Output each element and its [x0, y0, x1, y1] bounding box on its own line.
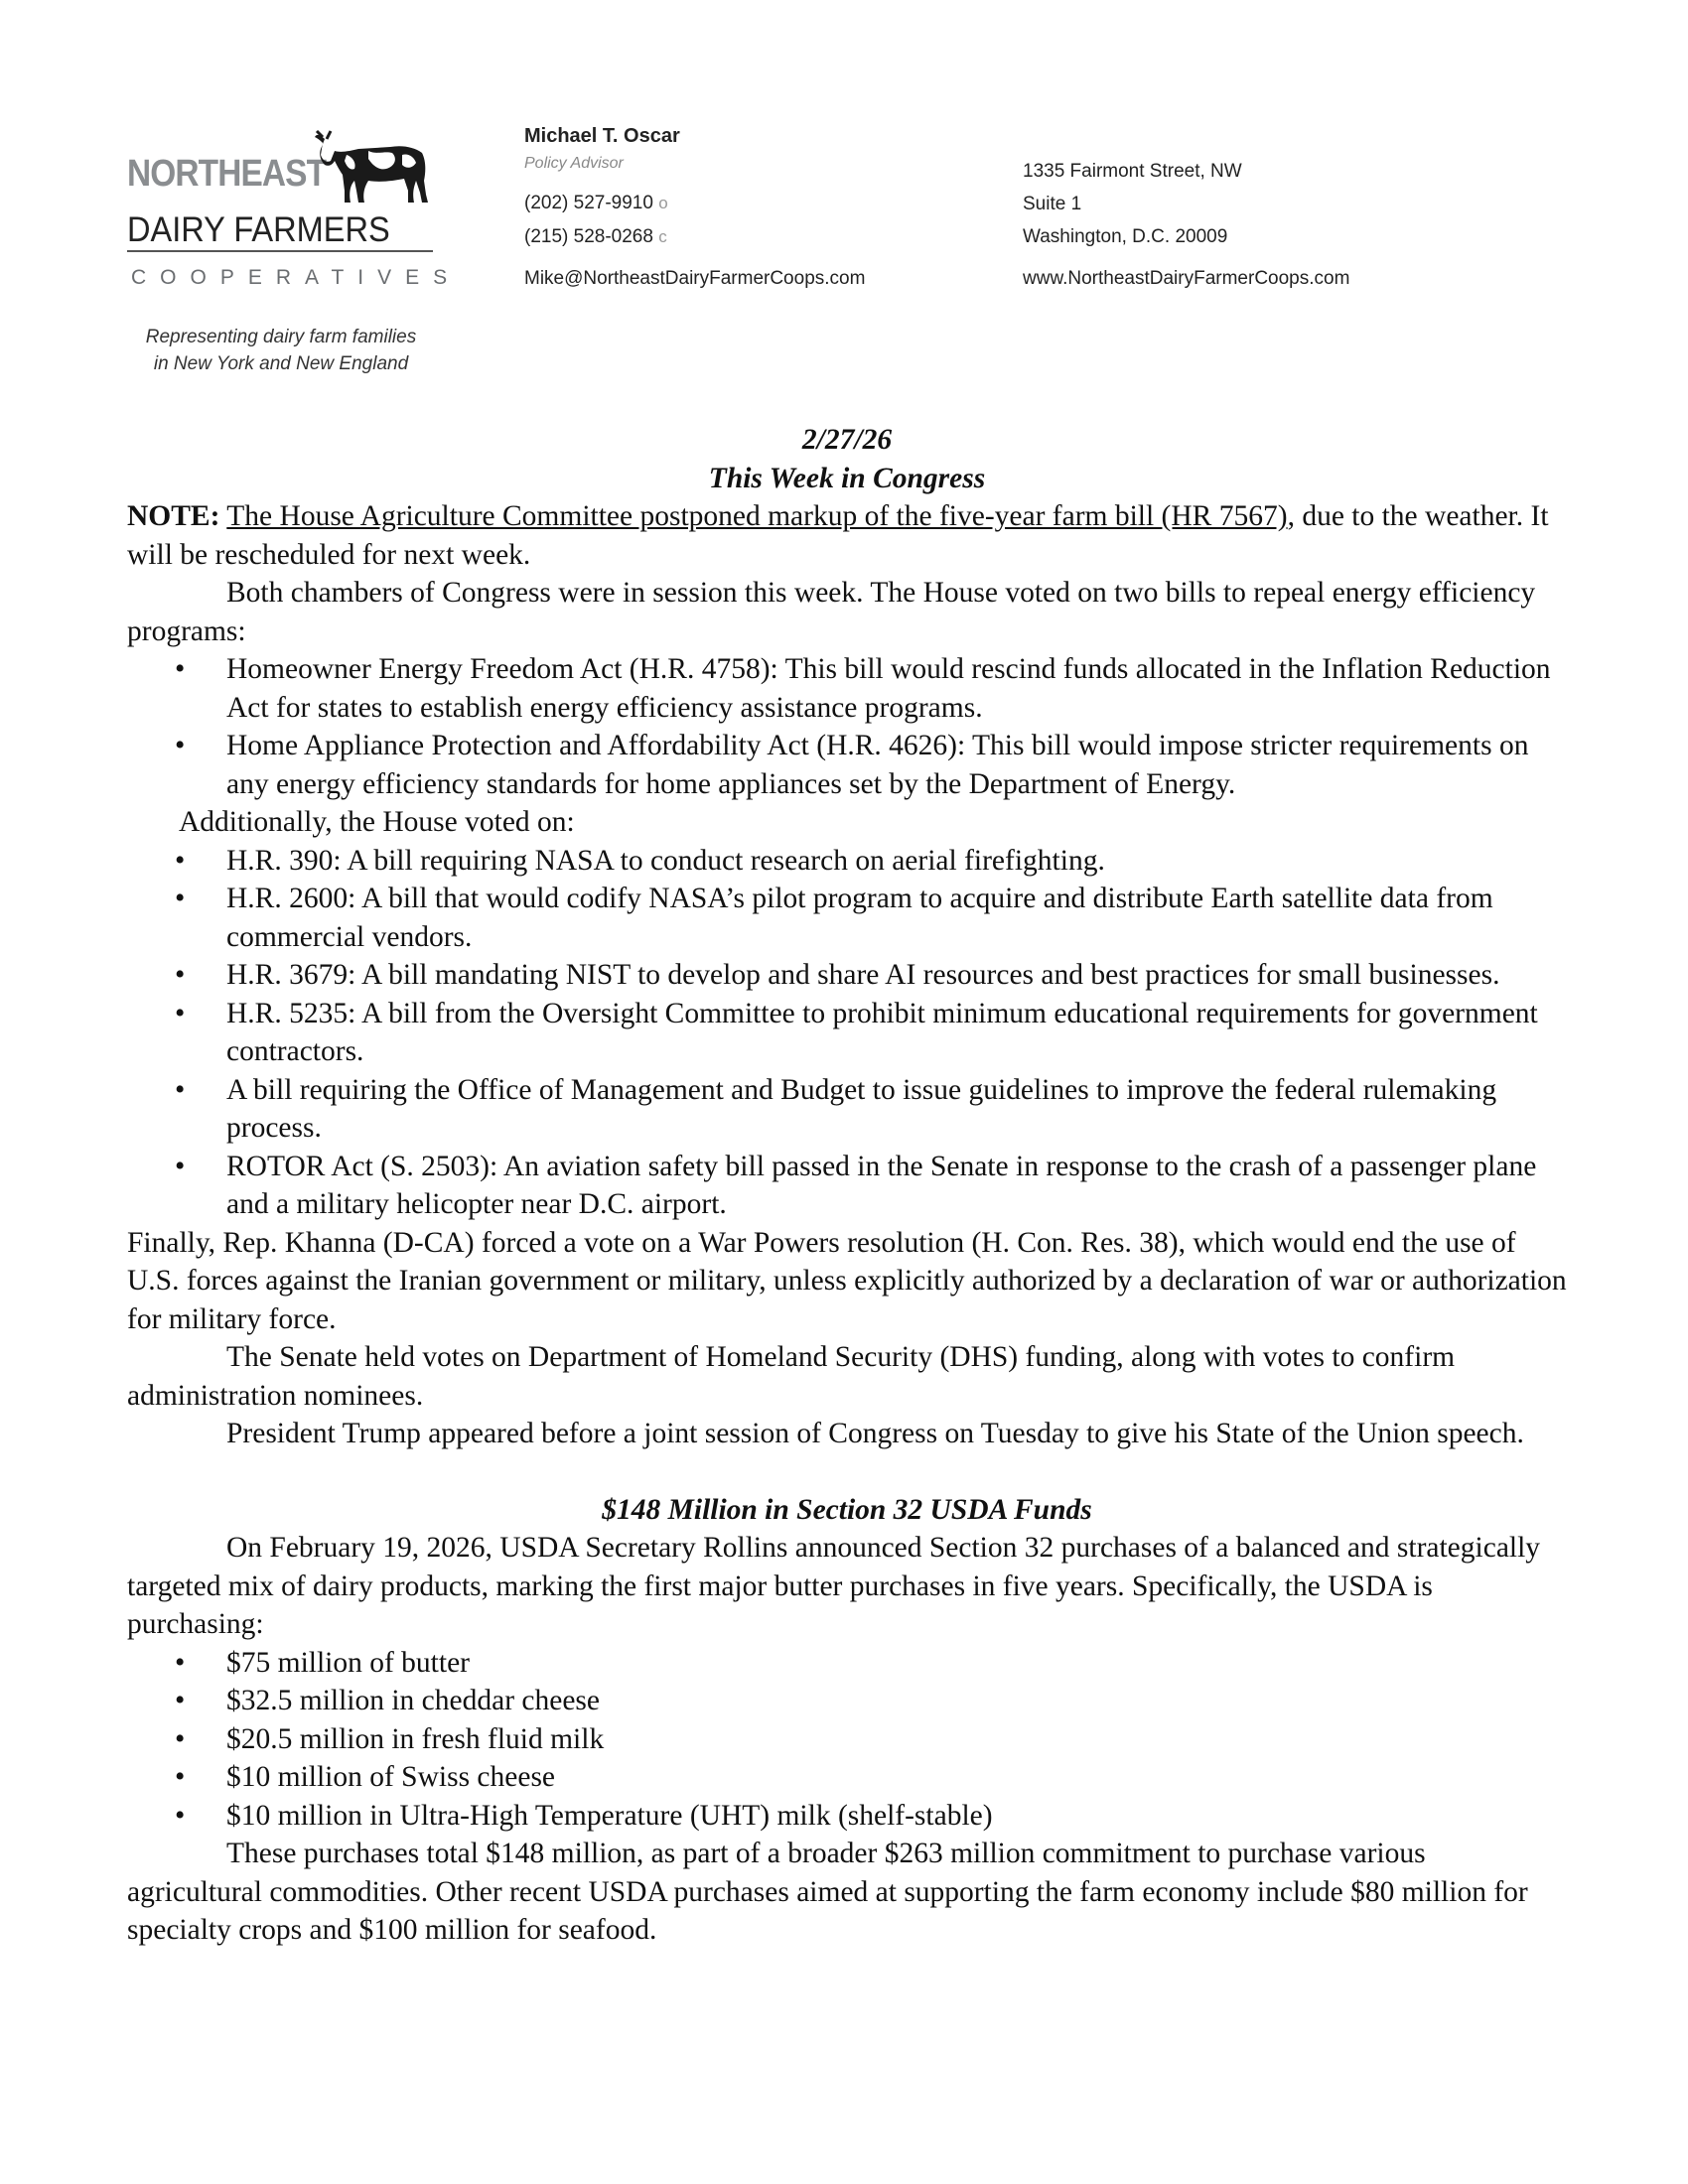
list-item-text: $10 million in Ultra-High Temperature (UHT) milk (shelf-stable): [226, 1799, 993, 1832]
note-paragraph: [127, 497, 1567, 574]
paragraph-sessions: Both chambers of Congress were in session this week. The House voted on two bills to repeal energy efficiency programs:: [127, 577, 1536, 647]
list-item: [127, 1071, 1567, 1148]
energy-bills-list: [127, 650, 1567, 803]
logo-northeast-text: NORTHEAST: [127, 153, 327, 195]
list-item: [127, 842, 1567, 881]
list-item-text: H.R. 2600: A bill that would codify NASA’s pilot program to acquire and distribute Earth satellite data from commercial vendors.: [226, 883, 1493, 953]
contact-phone-cell: [524, 226, 667, 248]
bullet-icon: •: [175, 844, 186, 877]
list-item: [127, 1720, 1567, 1759]
list-item: [127, 956, 1567, 995]
list-item: [127, 1148, 1567, 1224]
letterhead: [0, 0, 1688, 397]
paragraph-senate: The Senate held votes on Department of Homeland Security (DHS) funding, along with votes to confirm administration nominees.: [127, 1341, 1456, 1412]
list-item: [127, 880, 1567, 956]
logo-cooperatives-text: COOPERATIVES: [131, 266, 462, 289]
farm-bill-link[interactable]: The House Agriculture Committee postponed markup of the five-year farm bill (HR 7567): [226, 500, 1288, 532]
bullet-icon: •: [175, 1799, 186, 1832]
tagline-line-2: in New York and New England: [153, 353, 409, 374]
contact-email[interactable]: Mike@NortheastDairyFarmerCoops.com: [524, 268, 866, 289]
paragraph-state-of-union: President Trump appeared before a joint session of Congress on Tuesday to give his State of the Union speech.: [226, 1418, 1524, 1449]
paragraph-purchase-total: These purchases total $148 million, as part of a broader $263 million commitment to purchase various agricultural commodities. Other recent USDA purchases aimed at supporting the farm economy include $80 million for specialty crops and $100 million for seafood.: [127, 1838, 1528, 1946]
list-item: [127, 995, 1567, 1071]
bullet-icon: •: [175, 997, 186, 1029]
list-item: [127, 1682, 1567, 1720]
bullet-icon: •: [175, 883, 186, 914]
address-line-3: Washington, D.C. 20009: [1023, 226, 1228, 247]
tagline-line-1: Representing dairy farm families: [145, 327, 417, 347]
section-title-this-week: This Week in Congress: [708, 462, 986, 494]
bullet-icon: •: [175, 1722, 186, 1755]
bullet-icon: •: [175, 1646, 186, 1679]
list-item-text: $75 million of butter: [226, 1646, 470, 1679]
bullet-icon: •: [175, 653, 186, 685]
phone-office-suffix: o: [658, 194, 668, 212]
list-item: [127, 650, 1567, 727]
paragraph-usda-announcement: On February 19, 2026, USDA Secretary Rollins announced Section 32 purchases of a balanced and strategically targeted mix of dairy products, marking the first major butter purchases in five years. Specifically, the USDA is purchasing:: [127, 1532, 1541, 1640]
list-item: [127, 727, 1567, 803]
bullet-icon: •: [175, 730, 186, 761]
purchases-list: [127, 1644, 1567, 1836]
list-item-text: ROTOR Act (S. 2503): An aviation safety bill passed in the Senate in response to the crash of a passenger plane and a military helicopter near D.C. airport.: [226, 1150, 1537, 1220]
paragraph-war-powers: Finally, Rep. Khanna (D-CA) forced a vote on a War Powers resolution (H. Con. Res. 38), which would end the use of U.S. forces against the Iranian government or military, unless explicitly authorized by a declaration of war or authorization for military force.: [127, 1226, 1567, 1335]
bullet-icon: •: [175, 959, 186, 991]
list-item-text: Homeowner Energy Freedom Act (H.R. 4758): This bill would rescind funds allocated in the Inflation Reduction Act for states to establish energy efficiency assistance programs.: [226, 653, 1551, 724]
tagline: [127, 324, 435, 377]
section-title-usda: $148 Million in Section 32 USDA Funds: [602, 1493, 1092, 1526]
document-body: [127, 421, 1567, 1950]
list-item-text: H.R. 3679: A bill mandating NIST to develop and share AI resources and best practices for small businesses.: [226, 959, 1500, 991]
note-label: NOTE:: [127, 500, 220, 532]
bullet-icon: •: [175, 1073, 186, 1106]
list-item-text: $32.5 million in cheddar cheese: [226, 1685, 601, 1716]
bullet-icon: •: [175, 1150, 186, 1182]
bullet-icon: •: [175, 1761, 186, 1793]
cow-icon: [311, 121, 432, 205]
list-item-text: H.R. 390: A bill requiring NASA to conduct research on aerial firefighting.: [226, 844, 1105, 877]
list-item-text: $20.5 million in fresh fluid milk: [226, 1722, 605, 1755]
contact-title: Policy Advisor: [524, 155, 624, 172]
document-date: 2/27/26: [801, 424, 893, 456]
bullet-icon: •: [175, 1685, 186, 1716]
address-line-2: Suite 1: [1023, 194, 1082, 214]
list-item-text: H.R. 5235: A bill from the Oversight Committee to prohibit minimum educational requirements for government contractors.: [226, 997, 1538, 1067]
list-item: [127, 1797, 1567, 1836]
contact-name: Michael T. Oscar: [524, 125, 680, 147]
phone-office-number: (202) 527-9910: [524, 193, 653, 213]
address-line-1: 1335 Fairmont Street, NW: [1023, 161, 1242, 182]
website-link[interactable]: www.NortheastDairyFarmerCoops.com: [1023, 268, 1350, 289]
section-spacer: [127, 1453, 1567, 1491]
phone-cell-number: (215) 528-0268: [524, 226, 653, 247]
list-item-text: Home Appliance Protection and Affordability Act (H.R. 4626): This bill would impose stricter requirements on any energy efficiency standards for home appliances set by the Department of Energy.: [226, 730, 1529, 800]
phone-cell-suffix: c: [658, 227, 667, 246]
list-item-text: A bill requiring the Office of Management and Budget to issue guidelines to improve the federal rulemaking process.: [226, 1073, 1497, 1144]
list-item-text: $10 million of Swiss cheese: [226, 1761, 556, 1793]
logo-dairy-farmers-text: DAIRY FARMERS: [127, 210, 390, 249]
other-bills-list: [127, 842, 1567, 1224]
note-rest: , due to the weather. It will be rescheduled for next week.: [127, 500, 1549, 571]
paragraph-additionally: Additionally, the House voted on:: [179, 806, 575, 838]
contact-phone-office: [524, 193, 668, 214]
list-item: [127, 1644, 1567, 1683]
list-item: [127, 1758, 1567, 1797]
logo-divider: [127, 250, 433, 252]
